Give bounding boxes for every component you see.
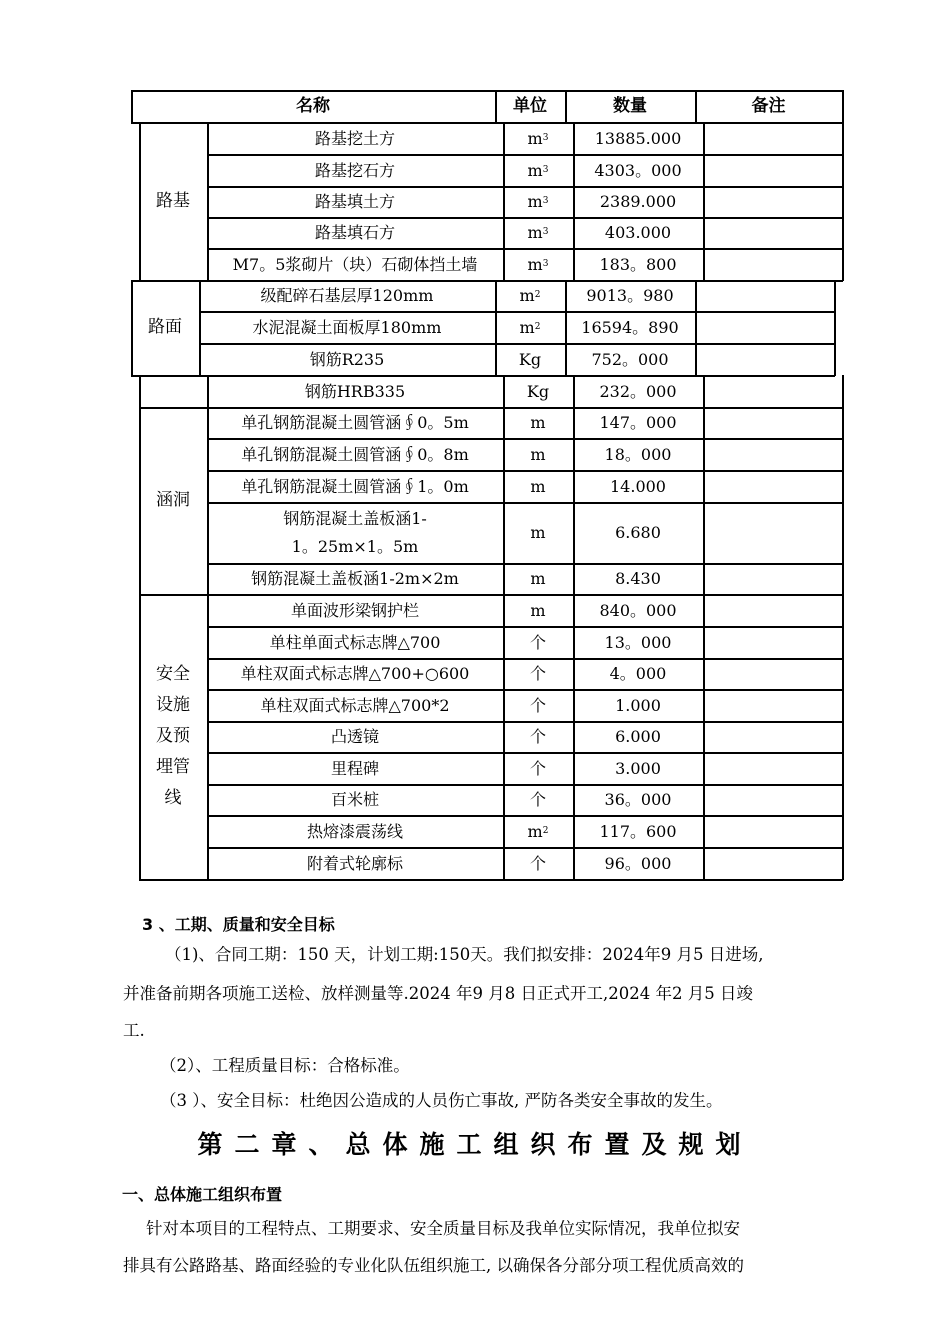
table-row-name: 路基挖土方 <box>314 128 395 148</box>
table-row-unit: m 3 <box>503 154 573 186</box>
section-3-para-2: （2）、工程质量目标：合格标准。 <box>160 1056 410 1075</box>
table-row-note <box>703 502 842 563</box>
table-row-name: 百米桩 <box>330 790 379 809</box>
table-row-unit: 个 <box>529 853 546 873</box>
table-row-quantity: 840。000 <box>599 600 677 620</box>
table-row-quantity: 8.430 <box>615 569 661 588</box>
section-3-para-1-line-2: 并准备前期各项施工送检、放样测量等.2024 年9 月8 日正式开工,2024 年2 月5 日竣 <box>123 984 753 1003</box>
table-row-unit: 个 <box>529 695 546 715</box>
table-rule <box>131 280 835 282</box>
table-row-name: 单孔钢筋混凝土圆管涵∮0。5m <box>241 413 469 432</box>
table-rule <box>842 563 844 595</box>
table-rule <box>842 217 844 249</box>
table-row-quantity: 14.000 <box>610 476 666 496</box>
table-row-quantity: 9013。980 <box>586 286 674 305</box>
section-one-line-1: 针对本项目的工程特点、工期要求、安全质量目标及我单位实际情况，我单位拟安 <box>146 1219 740 1238</box>
table-row-quantity: 3.000 <box>615 758 661 778</box>
unit-superscript: 3 <box>542 196 549 206</box>
table-row-quantity: 6.680 <box>615 523 661 542</box>
table-row-name: 单柱双面式标志牌△700+○600 <box>240 664 470 683</box>
chapter-title: 第二章、总体施工组织布置及规划 <box>197 1130 753 1159</box>
table-row-note <box>703 594 842 626</box>
unit-superscript: 2 <box>542 825 549 836</box>
table-row-note <box>695 343 834 375</box>
table-row-quantity: 2389.000 <box>599 192 677 211</box>
table-row-unit: m 2 <box>495 280 565 311</box>
table-row-unit: Kg <box>518 349 542 369</box>
table-row-unit: m <box>530 413 546 432</box>
table-row-name: 单孔钢筋混凝土圆管涵∮0。8m <box>241 444 469 464</box>
group-culvert: 涵洞 <box>156 490 190 510</box>
table-rule <box>842 784 844 816</box>
table-row-unit: m <box>530 444 546 464</box>
table-row-name: 单柱双面式标志牌△700*2 <box>260 695 450 715</box>
table-row-name: 钢筋R235 <box>309 349 385 369</box>
table-rule <box>842 154 844 187</box>
table-row-unit: m <box>530 523 546 542</box>
table-rule <box>842 248 844 281</box>
table-row-quantity: 183。800 <box>599 254 677 274</box>
table-rule <box>207 122 209 281</box>
table-rule <box>842 375 844 408</box>
section-3-para-3: （3 ）、安全目标：杜绝因公造成的人员伤亡事故, 严防各类安全事故的发生。 <box>160 1091 723 1110</box>
table-row-name: 路基填土方 <box>314 192 395 211</box>
table-rule <box>842 407 844 439</box>
table-row-unit: m 2 <box>503 815 573 847</box>
table-row-note <box>703 154 842 186</box>
group-safety-line: 设施 <box>156 695 190 715</box>
table-rule <box>842 626 844 659</box>
table-row-quantity: 18。000 <box>604 444 672 464</box>
table-row-note <box>703 563 842 594</box>
table-row-note <box>695 311 834 343</box>
group-safety-line: 及预 <box>156 726 190 746</box>
section-3-para-1-line-1: （1)、合同工期：150 天，计划工期:150天。我们拟安排：2024年9 月5 日进场, <box>165 945 764 964</box>
table-rule <box>842 658 844 690</box>
table-row-note <box>703 689 842 721</box>
table-row-quantity: 16594。890 <box>581 317 679 337</box>
table-row-unit: Kg <box>526 381 550 401</box>
table-row-note <box>703 626 842 658</box>
group-safety-line: 安全 <box>156 664 190 684</box>
table-row-name: 凸透镜 <box>330 727 379 746</box>
section-one-heading: 一、总体施工组织布置 <box>122 1185 283 1204</box>
table-rule <box>834 280 836 312</box>
group-roadbed: 路基 <box>156 190 190 211</box>
table-row-quantity: 4。000 <box>609 664 667 683</box>
table-row-name: 路基挖石方 <box>314 160 395 180</box>
table-row-note <box>703 407 842 438</box>
table-row-note <box>703 217 842 248</box>
table-row-note <box>703 470 842 502</box>
header-quantity: 数量 <box>613 95 647 116</box>
row-name-line-1: 钢筋混凝土盖板涵1- <box>283 508 427 528</box>
table-row-quantity: 4303。000 <box>594 160 682 180</box>
group-safety <box>139 594 207 879</box>
table-row-quantity: 232。000 <box>599 381 677 401</box>
table-rule <box>842 815 844 848</box>
table-rule <box>842 186 844 218</box>
table-rule <box>842 752 844 785</box>
table-row-name: 单孔钢筋混凝土圆管涵∮1。0m <box>241 476 469 496</box>
table-row-name: 钢筋混凝土盖板涵1-2m×2m <box>251 569 459 588</box>
section-3-para-1-line-3: 工. <box>123 1021 145 1040</box>
header-note: 备注 <box>751 95 786 116</box>
table-row-quantity: 147。000 <box>599 413 677 432</box>
table-rule <box>842 594 844 627</box>
unit-superscript: 3 <box>542 227 549 237</box>
table-row-note <box>703 438 842 470</box>
table-rule <box>842 90 844 123</box>
unit-superscript: 3 <box>542 258 549 269</box>
table-row-name: 里程碑 <box>330 758 379 778</box>
table-rule <box>842 721 844 753</box>
table-row-unit: 个 <box>529 632 546 652</box>
table-row-quantity: 6.000 <box>615 727 661 746</box>
table-row-unit: 个 <box>529 758 546 778</box>
table-row-unit: 个 <box>529 790 546 809</box>
unit-superscript: 3 <box>542 132 549 143</box>
table-rule <box>842 502 844 564</box>
table-row-unit: m <box>530 569 546 588</box>
table-row-quantity: 752。000 <box>591 349 669 369</box>
table-rule <box>834 343 836 376</box>
table-row-note <box>703 248 842 280</box>
section-one-line-2: 排具有公路路基、路面经验的专业化队伍组织施工, 以确保各分部分项工程优质高效的 <box>123 1256 744 1275</box>
header-name: 名称 <box>296 95 330 116</box>
table-row-name: 热熔漆震荡线 <box>306 821 403 841</box>
table-row-unit: 个 <box>529 664 546 683</box>
table-rule <box>139 879 843 881</box>
table-row-quantity: 36。000 <box>604 790 672 809</box>
table-row-unit: m 3 <box>503 248 573 280</box>
group-safety-line: 埋管 <box>156 757 190 777</box>
table-row-unit: m 3 <box>503 122 573 154</box>
table-row-note <box>703 721 842 752</box>
table-rule <box>842 847 844 880</box>
table-rule <box>139 375 141 408</box>
table-row-quantity: 1.000 <box>615 695 661 715</box>
table-rule <box>834 311 836 344</box>
table-row-quantity: 96。000 <box>604 853 672 873</box>
table-rule <box>842 438 844 471</box>
table-row-name: 水泥混凝土面板厚180mm <box>252 317 442 337</box>
table-row-name: 钢筋HRB335 <box>304 381 406 401</box>
table-row-name: 单柱单面式标志牌△700 <box>269 632 441 652</box>
table-row-quantity: 13885.000 <box>594 128 682 148</box>
table-row-note <box>703 847 842 879</box>
table-row-quantity: 403.000 <box>604 223 672 242</box>
table-row-note <box>703 658 842 689</box>
table-rule <box>131 375 200 377</box>
table-row-name <box>207 502 503 563</box>
table-row-note <box>703 186 842 217</box>
table-row-name: M7。5浆砌片（块）石砌体挡土墙 <box>232 254 478 274</box>
header-unit: 单位 <box>513 95 547 116</box>
table-row-name: 单面波形梁钢护栏 <box>290 600 419 620</box>
group-pavement: 路面 <box>148 317 182 337</box>
table-row-note <box>703 815 842 847</box>
table-row-note <box>703 375 842 407</box>
table-row-name: 路基填石方 <box>314 223 395 242</box>
table-row-note <box>703 752 842 784</box>
table-row-name: 附着式轮廓标 <box>306 853 403 873</box>
table-row-unit: m 2 <box>495 311 565 343</box>
row-name-line-2: 1。25m×1。5m <box>291 536 419 556</box>
table-rule <box>842 122 844 155</box>
unit-superscript: 2 <box>534 290 541 300</box>
table-row-unit: m 3 <box>503 217 573 248</box>
table-row-unit: 个 <box>529 727 546 746</box>
table-row-note <box>695 280 834 311</box>
table-row-name: 级配碎石基层厚120mm <box>260 286 434 305</box>
unit-superscript: 3 <box>542 164 549 175</box>
table-rule <box>842 470 844 503</box>
table-row-note <box>703 784 842 815</box>
table-row-note <box>703 122 842 154</box>
table-row-unit: m <box>530 476 546 496</box>
unit-superscript: 2 <box>534 321 541 332</box>
group-safety-line: 线 <box>164 788 182 808</box>
section-3-heading: 3 、工期、质量和安全目标 <box>142 915 335 934</box>
table-row-quantity: 117。600 <box>599 821 677 841</box>
table-row-quantity: 13。000 <box>604 632 672 652</box>
table-rule <box>842 689 844 722</box>
table-row-unit: m <box>530 600 546 620</box>
table-row-unit: m 3 <box>503 186 573 217</box>
